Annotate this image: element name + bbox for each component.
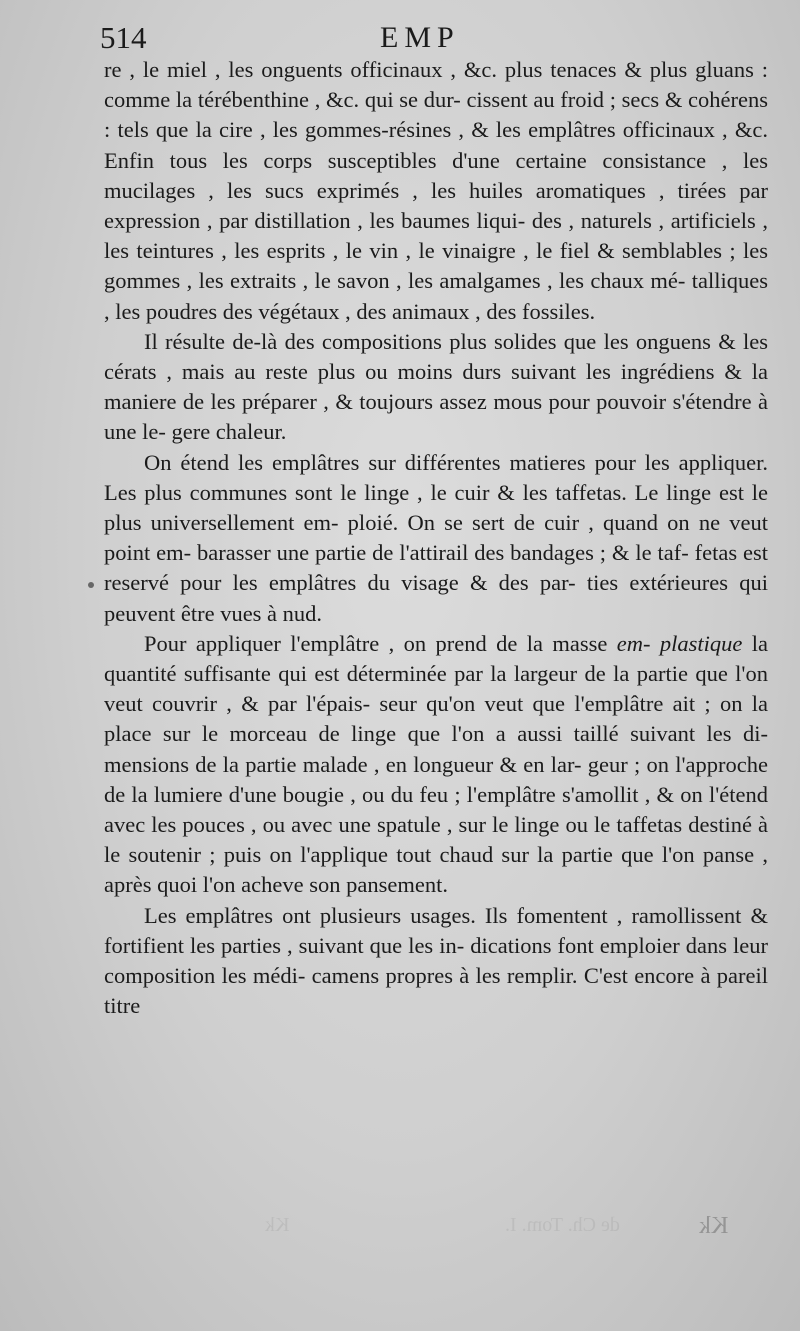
paragraph-1: re , le miel , les onguents officinaux , &c. plus tenaces & plus gluans : comme la térébenthine , &c. qui se dur- cissent au froid ; secs & cohérens : tels que la cire , les gommes-résines , & les emplâtres officinaux , &c. Enfin tous les corps susceptibles d'une certaine consistance , les mucilages , les sucs exprimés , les huiles aromatiques , tirées par expression , par distillation , les baumes liqui- des , naturels , artificiels , les teintures , les esprits , le vin , le vinaigre , le fiel & semblables ; les gommes , les extraits , le savon , les amalgames , les chaux mé- talliques , les poudres des végétaux , des animaux , des fossiles. [104, 57, 768, 324]
page-header [100, 18, 765, 58]
ink-speck [88, 582, 94, 588]
page-number: 514 [100, 20, 147, 55]
show-through-text: de Ch. Tom. I. [505, 1214, 620, 1236]
signature-mark: Kk [698, 1213, 728, 1239]
show-through-signature: Kk [265, 1214, 290, 1236]
page-footer [104, 1208, 768, 1244]
paragraph-4: Pour appliquer l'emplâtre , on prend de la masse em- plastique la quantité suffisante qui est déterminée par la largeur de la partie que l'on veut couvrir , & par l'épais- seur qu'on veut que l'emplâtre ait ; on la place sur le morceau de linge que l'on a aussi taillé suivant les di- mensions de la partie malade , en longueur & en lar- geur ; on l'approche de la lumiere d'une bougie , ou du feu ; l'emplâtre s'amollit , & on l'étend avec les pouces , ou avec une spatule , sur le linge ou le taffetas destiné à le soutenir ; puis on l'applique tout chaud sur la partie que l'on panse , après quoi l'on acheve son pansement. [104, 630, 768, 898]
paragraph-3: On étend les emplâtres sur différentes matieres pour les appliquer. Les plus communes sont le linge , le cuir & les taffetas. Le linge est le plus universellement em- ploié. On se sert de cuir , quand on ne veut point em- barasser une partie de l'attirail des bandages ; & le taf- fetas est reservé pour les emplâtres du visage & des par- ties extérieures qui peuvent être vues à nud. [104, 449, 768, 626]
running-head: EMP [380, 21, 460, 54]
paragraph-2: Il résulte de-là des compositions plus solides que les onguens & les cérats , mais au reste plus ou moins durs suivant les ingrédiens & la maniere de les préparer , & toujours assez mous pour pouvoir s'étendre à une le- gere chaleur. [104, 328, 768, 445]
paragraph-5: Les emplâtres ont plusieurs usages. Ils fomentent , ramollissent & fortifient les parties , suivant que les in- dications font emploier dans leur composition les médi- camens propres à les remplir. C'est encore à pareil titre [104, 902, 768, 1019]
body-text [104, 55, 768, 1022]
